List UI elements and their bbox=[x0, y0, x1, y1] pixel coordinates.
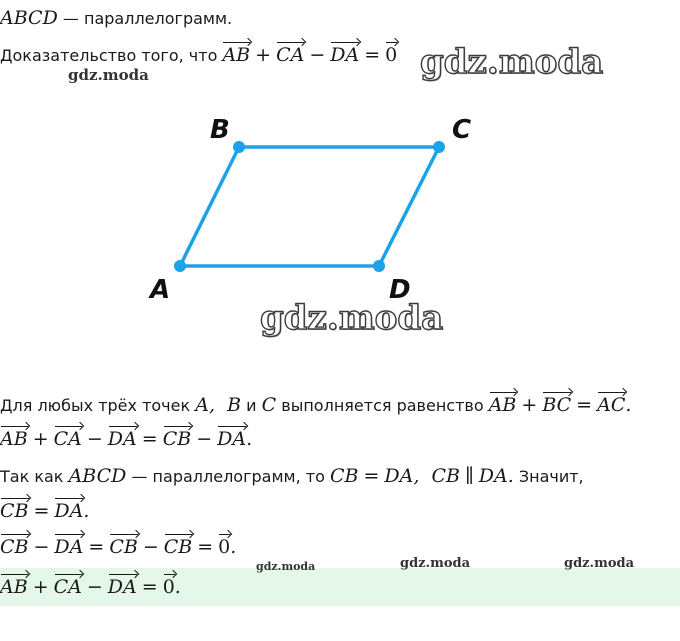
math-vec-ab: AB bbox=[222, 40, 250, 65]
watermark-small: gdz.moda bbox=[564, 556, 635, 571]
math-vec-ca: CA bbox=[54, 424, 82, 449]
math-vec-ab: AB bbox=[0, 572, 28, 597]
math-op: ∥ bbox=[464, 465, 474, 487]
math-op: = bbox=[363, 465, 380, 487]
math-vec-ab: AB bbox=[0, 424, 28, 449]
math-vec-zero: 0 bbox=[218, 532, 230, 557]
vertex-point-b bbox=[233, 141, 245, 153]
watermark-small: gdz.moda bbox=[256, 560, 316, 573]
math-vec-da: DA bbox=[54, 496, 83, 521]
math-op: = bbox=[33, 500, 50, 522]
vertex-label-a: A bbox=[150, 275, 171, 305]
math-vec-bc: BC bbox=[542, 390, 571, 415]
math-op: = bbox=[364, 44, 381, 66]
math-text: C bbox=[261, 394, 277, 416]
math-vec-ab: AB bbox=[489, 390, 517, 415]
parallelogram-shape bbox=[180, 147, 439, 266]
math-vec-da: DA bbox=[54, 532, 83, 557]
math-vec-cb: CB bbox=[164, 532, 193, 557]
math-vec-ac: AC bbox=[597, 390, 625, 415]
math-vec-cb: CB bbox=[0, 532, 29, 557]
given-text: — параллелограмм. bbox=[62, 9, 233, 28]
math-op: − bbox=[309, 44, 326, 66]
proof-line-4 bbox=[0, 496, 89, 524]
math-text: . bbox=[230, 536, 237, 558]
math-vec-cb: CB bbox=[109, 532, 138, 557]
math-vec-da: DA bbox=[217, 424, 246, 449]
proof-line3-mid: — параллелограмм, то bbox=[131, 467, 325, 486]
vertex-point-a bbox=[174, 260, 186, 272]
math-op: = bbox=[197, 536, 214, 558]
math-text: ABCD bbox=[68, 465, 127, 487]
math-op: = bbox=[576, 394, 593, 416]
vertex-point-c bbox=[433, 141, 445, 153]
math-op: − bbox=[86, 428, 103, 450]
vertex-label-b: B bbox=[210, 115, 230, 145]
math-vec-ca: CA bbox=[276, 40, 304, 65]
math-op: + bbox=[255, 44, 272, 66]
proof-line-1 bbox=[0, 390, 631, 418]
math-text: . bbox=[174, 576, 181, 598]
math-op: − bbox=[142, 536, 159, 558]
math-text: . bbox=[83, 500, 90, 522]
proof-line1-suffix: выполняется равенство bbox=[281, 396, 484, 415]
math-op: = bbox=[141, 428, 158, 450]
math-vec-da: DA bbox=[108, 572, 137, 597]
watermark-small: gdz.moda bbox=[400, 556, 471, 571]
watermark-logo: gdz.moda bbox=[420, 42, 604, 82]
vertex-point-d bbox=[373, 260, 385, 272]
math-text: A, B bbox=[195, 394, 242, 416]
math-vec-da: DA bbox=[330, 40, 359, 65]
math-op: + bbox=[521, 394, 538, 416]
math-op: + bbox=[32, 428, 49, 450]
prove-prefix: Доказательство того, что bbox=[0, 46, 218, 65]
math-vec-cb: CB bbox=[163, 424, 192, 449]
vertex-label-c: C bbox=[452, 115, 472, 145]
math-op: = bbox=[141, 576, 158, 598]
math-vec-da: DA bbox=[108, 424, 137, 449]
proof-line1-prefix: Для любых трёх точек bbox=[0, 396, 191, 415]
watermark-logo: gdz.moda bbox=[260, 298, 444, 338]
math-op: = bbox=[88, 536, 105, 558]
math-text: DA. bbox=[478, 465, 514, 487]
math-op: − bbox=[196, 428, 213, 450]
math-vec-zero: 0 bbox=[163, 572, 175, 597]
math-vec-cb: CB bbox=[0, 496, 29, 521]
proof-line3-suffix: Значит, bbox=[518, 467, 584, 486]
given-figure-name: ABCD bbox=[0, 7, 58, 29]
proof-line3-prefix: Так как bbox=[0, 467, 64, 486]
math-text: . bbox=[625, 394, 632, 416]
vertex-label-d: D bbox=[389, 275, 411, 305]
proof-line-5 bbox=[0, 532, 236, 560]
math-vec-ca: CA bbox=[54, 572, 82, 597]
math-text: . bbox=[246, 428, 253, 450]
proof-line-3 bbox=[0, 464, 584, 489]
math-op: − bbox=[86, 576, 103, 598]
proof-line1-and: и bbox=[246, 396, 257, 415]
math-vec-zero: 0 bbox=[385, 40, 397, 65]
watermark-small: gdz.moda bbox=[68, 66, 149, 84]
math-op: − bbox=[33, 536, 50, 558]
proof-result bbox=[0, 572, 181, 600]
math-text: CB bbox=[329, 465, 359, 487]
math-text: DA, CB bbox=[384, 465, 460, 487]
proof-line-2 bbox=[0, 424, 252, 452]
math-op: + bbox=[32, 576, 49, 598]
